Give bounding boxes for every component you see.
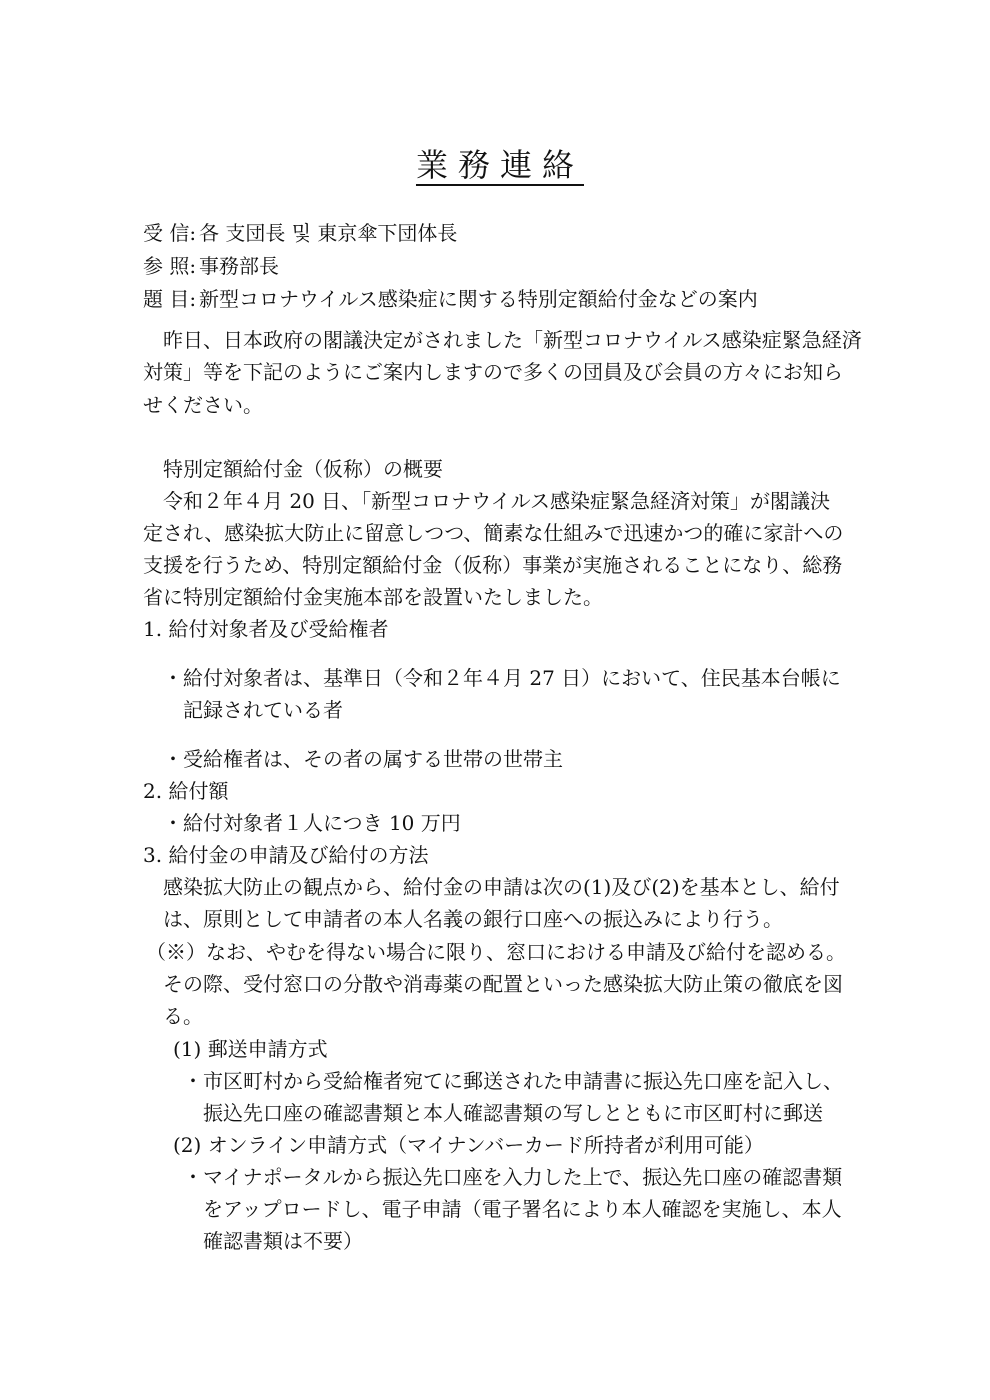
intro-line-1: 昨日、日本政府の閣議決定がされました「新型コロナウイルス感染症緊急経済 bbox=[163, 328, 862, 352]
method2-bullet-line-3: 確認書類は不要） bbox=[203, 1229, 363, 1253]
method2-bullet-line-2: をアップロードし、電子申請（電子署名により本人確認を実施し、本人 bbox=[203, 1197, 842, 1221]
section3-body-line-2: は、原則として申請者の本人名義の銀行口座への振込みにより行う。 bbox=[163, 907, 783, 931]
section1-bullet1-line-2: 記録されている者 bbox=[183, 698, 343, 722]
header-to-line bbox=[143, 223, 457, 243]
header-to-value: 各 支団長 및 東京傘下団体長 bbox=[199, 221, 458, 245]
header-subject-value: 新型コロナウイルス感染症に関する特別定額給付金などの案内 bbox=[199, 287, 758, 311]
header-cc-value: 事務部長 bbox=[199, 254, 279, 278]
section2-heading: 2. 給付額 bbox=[143, 779, 229, 803]
header-to-label: 受 信: bbox=[143, 221, 197, 245]
overview-line-4: 省に特別定額給付金実施本部を設置いたしました。 bbox=[143, 585, 603, 609]
method1-bullet-line-1: ・市区町村から受給権者宛てに郵送された申請書に振込先口座を記入し、 bbox=[183, 1069, 843, 1093]
document-title-text: 業務連絡 bbox=[415, 146, 584, 184]
method2-heading: (2) オンライン申請方式（マイナンバーカード所持者が利用可能） bbox=[173, 1133, 764, 1157]
section1-heading: 1. 給付対象者及び受給権者 bbox=[143, 617, 389, 641]
section1-bullet1-line-1: ・給付対象者は、基準日（令和２年４月 27 日）において、住民基本台帳に bbox=[163, 666, 841, 690]
section1-bullet2: ・受給権者は、その者の属する世帯の世帯主 bbox=[163, 747, 563, 771]
section3-note-line-3: る。 bbox=[163, 1004, 203, 1028]
section3-heading: 3. 給付金の申請及び給付の方法 bbox=[143, 843, 429, 867]
intro-line-2: 対策」等を下記のようにご案内しますので多くの団員及び会員の方々にお知ら bbox=[143, 360, 843, 384]
header-cc-line bbox=[143, 256, 279, 276]
section3-note-line-2: その際、受付窓口の分散や消毒薬の配置といった感染拡大防止策の徹底を図 bbox=[163, 972, 843, 996]
overview-line-1: 令和２年４月 20 日、「新型コロナウイルス感染症緊急経済対策」が閣議決 bbox=[163, 489, 830, 513]
section2-bullet: ・給付対象者１人につき 10 万円 bbox=[163, 811, 461, 835]
header-subject-label: 題 目: bbox=[143, 287, 197, 311]
section3-body-line-1: 感染拡大防止の観点から、給付金の申請は次の(1)及び(2)を基本とし、給付 bbox=[163, 875, 840, 899]
header-cc-label: 参 照: bbox=[143, 254, 197, 278]
section3-note-line-1: （※）なお、やむを得ない場合に限り、窓口における申請及び給付を認める。 bbox=[146, 940, 846, 964]
method1-bullet-line-2: 振込先口座の確認書類と本人確認書類の写しとともに市区町村に郵送 bbox=[203, 1101, 823, 1125]
document-title bbox=[0, 140, 990, 186]
header-subject-line bbox=[143, 289, 758, 309]
method1-heading: (1) 郵送申請方式 bbox=[173, 1037, 328, 1061]
intro-line-3: せください。 bbox=[143, 393, 263, 417]
overview-line-2: 定され、感染拡大防止に留意しつつ、簡素な仕組みで迅速かつ的確に家計への bbox=[143, 521, 844, 545]
overview-line-3: 支援を行うため、特別定額給付金（仮称）事業が実施されることになり、総務 bbox=[143, 553, 843, 577]
overview-heading: 特別定額給付金（仮称）の概要 bbox=[163, 457, 443, 481]
method2-bullet-line-1: ・マイナポータルから振込先口座を入力した上で、振込先口座の確認書類 bbox=[183, 1165, 843, 1189]
